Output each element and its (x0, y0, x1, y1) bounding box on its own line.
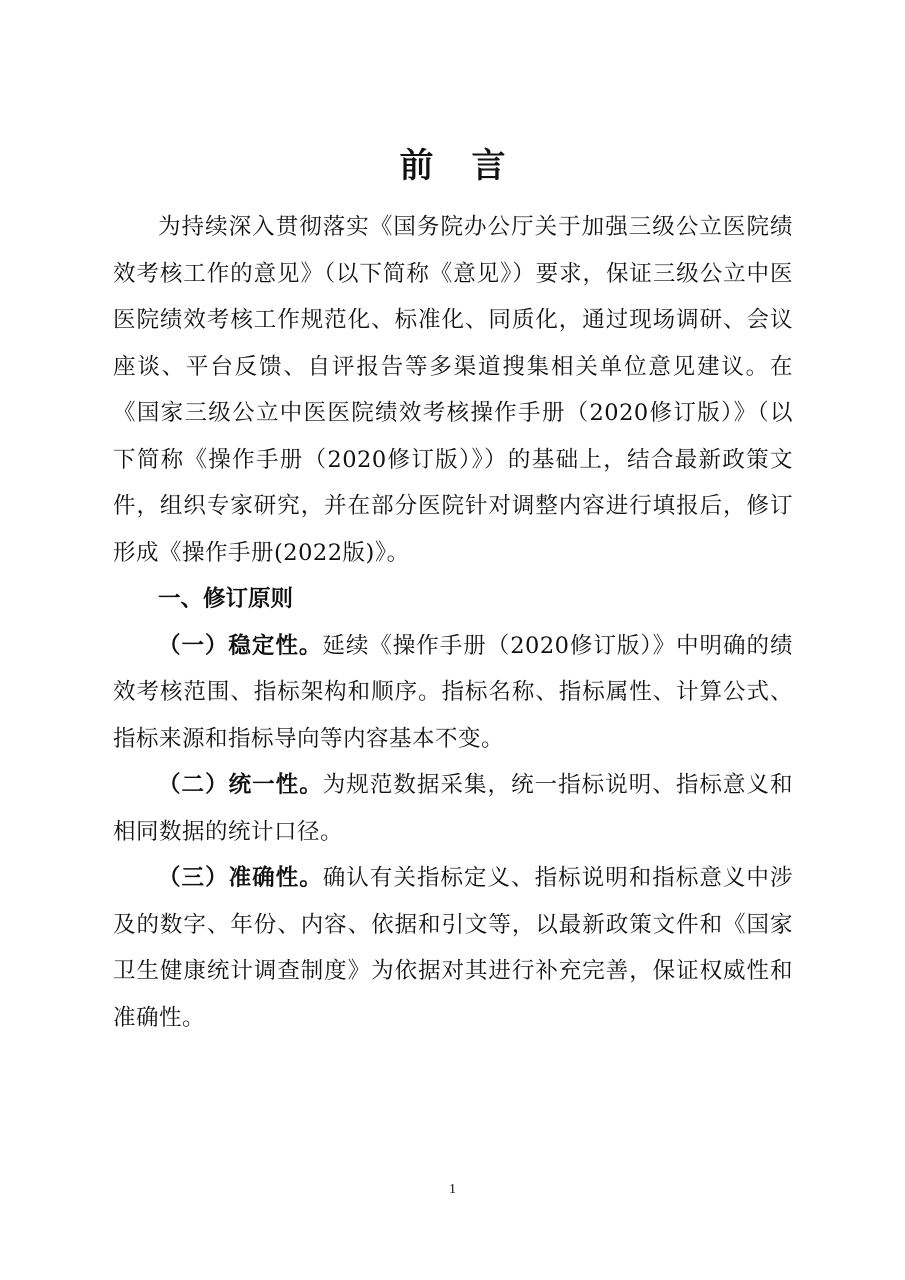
principle-accuracy-lead: （三）准确性。 (158, 865, 323, 891)
page-number: 1 (449, 1182, 456, 1197)
principle-unity-text: 为规范数据采集，统一指标说明、指标意义和相同数据的统计口径。 (113, 772, 793, 845)
principle-stability (113, 623, 793, 763)
principle-accuracy-text: 确认有关指标定义、指标说明和指标意义中涉及的数字、年份、内容、依据和引文等，以最新政策文件和《国家卫生健康统计调查制度》为依据对其进行补充完善，保证权威性和准确性。 (113, 865, 793, 1031)
page-title: 前言 (399, 146, 544, 186)
document-body (113, 204, 793, 1041)
principle-unity (113, 762, 793, 855)
section-heading: 一、修订原则 (158, 586, 294, 612)
intro-paragraph: 为持续深入贯彻落实《国务院办公厅关于加强三级公立医院绩效考核工作的意见》（以下简称《意见》）要求，保证三级公立中医医院绩效考核工作规范化、标准化、同质化，通过现场调研、会议座谈、平台反馈、自评报告等多渠道搜集相关单位意见建议。在《国家三级公立中医医院绩效考核操作手册（2020修订版）》（以下简称《操作手册（2020修订版）》）的基础上，结合最新政策文件，组织专家研究，并在部分医院针对调整内容进行填报后，修订形成《操作手册(2022版)》。 (113, 214, 793, 566)
principle-stability-lead: （一）稳定性。 (158, 632, 323, 659)
principle-accuracy (113, 855, 793, 1041)
principle-unity-lead: （二）统一性。 (158, 772, 323, 798)
principle-stability-text: 延续《操作手册（2020修订版）》中明确的绩效考核范围、指标架构和顺序。指标名称、指标属性、计算公式、指标来源和指标导向等内容基本不变。 (113, 632, 793, 752)
